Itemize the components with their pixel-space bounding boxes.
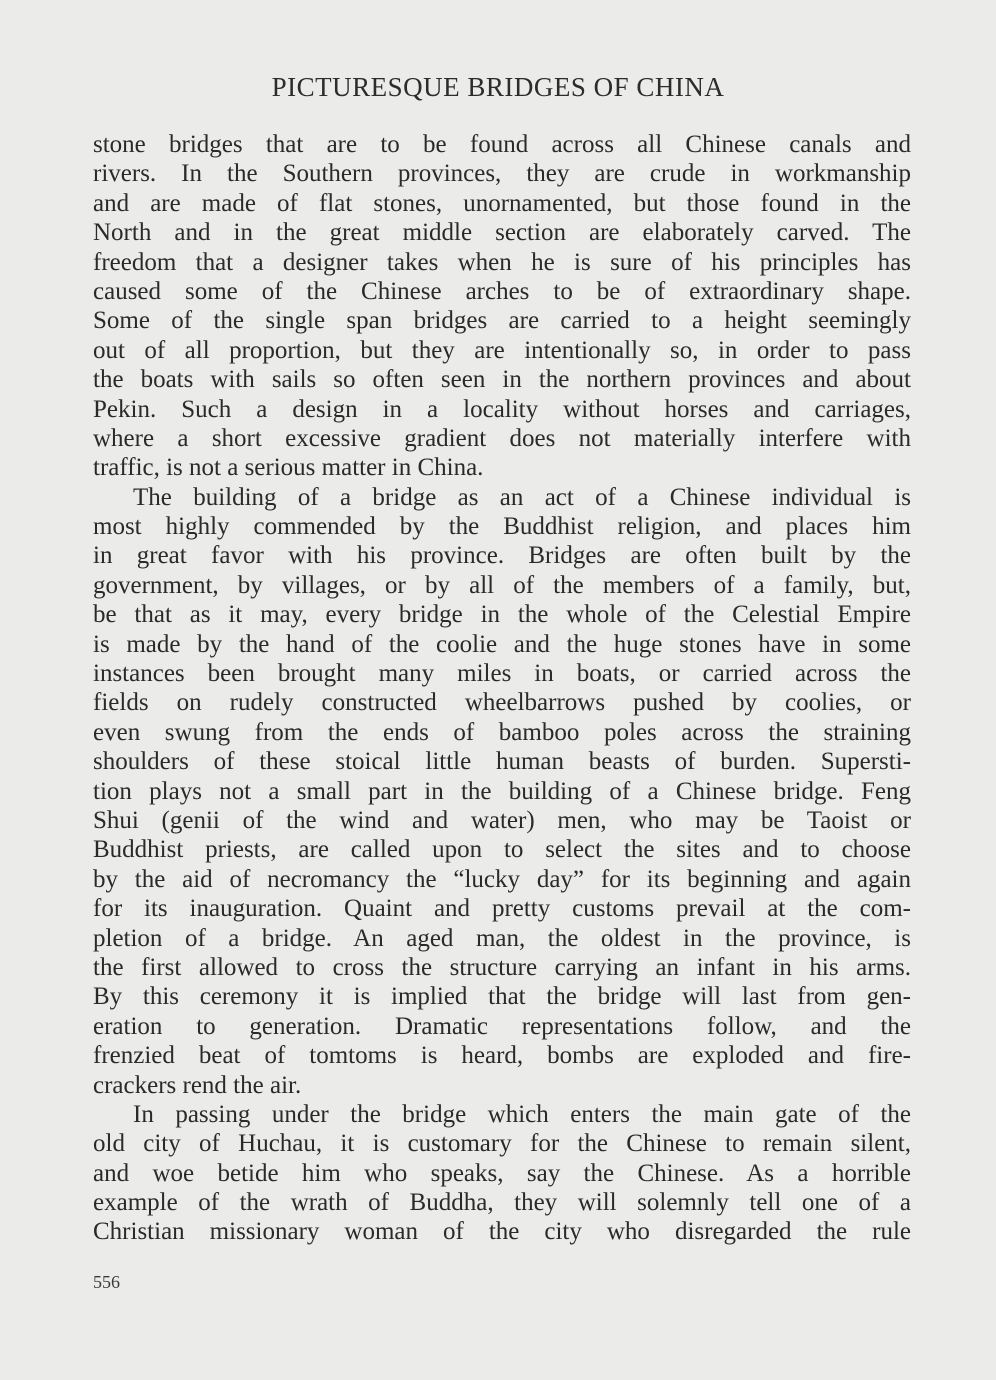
text-line: freedom that a designer takes when he is sure of his principles has: [93, 248, 911, 276]
text-line: most highly commended by the Buddhist religion, and places him: [93, 513, 911, 541]
text-line: example of the wrath of Buddha, they will solemnly tell one of a: [93, 1189, 911, 1217]
text-line: instances been brought many miles in boats, or carried across the: [93, 660, 911, 688]
text-line: and are made of flat stones, unornamented, but those found in the: [93, 189, 911, 217]
text-line: the first allowed to cross the structure carrying an infant in his arms.: [93, 953, 911, 981]
body-text: [93, 130, 911, 1247]
text-line: frenzied beat of tomtoms is heard, bombs are exploded and fire-: [93, 1042, 911, 1070]
text-line: tion plays not a small part in the building of a Chinese bridge. Feng: [93, 777, 911, 805]
text-line: where a short excessive gradient does not materially interfere with: [93, 424, 911, 452]
text-line: fields on rudely constructed wheelbarrows pushed by coolies, or: [93, 689, 911, 717]
text-line: traffic, is not a serious matter in China.: [93, 454, 484, 482]
text-line: for its inauguration. Quaint and pretty customs prevail at the com-: [93, 895, 911, 923]
text-line: even swung from the ends of bamboo poles across the straining: [93, 718, 911, 746]
text-line: in great favor with his province. Bridges are often built by the: [93, 542, 911, 570]
text-line: By this ceremony it is implied that the bridge will last from gen-: [93, 983, 911, 1011]
text-line: Pekin. Such a design in a locality without horses and carriages,: [93, 395, 911, 423]
text-line: The building of a bridge as an act of a Chinese individual is: [133, 483, 911, 511]
text-line: crackers rend the air.: [93, 1071, 302, 1099]
running-head-title: PICTURESQUE BRIDGES OF CHINA: [271, 72, 725, 102]
text-line: In passing under the bridge which enters the main gate of the: [133, 1100, 911, 1128]
text-line: the boats with sails so often seen in the northern provinces and about: [93, 366, 911, 394]
text-line: Christian missionary woman of the city who disregarded the rule: [93, 1218, 911, 1246]
text-line: old city of Huchau, it is customary for the Chinese to remain silent,: [93, 1130, 911, 1158]
text-line: out of all proportion, but they are intentionally so, in order to pass: [93, 336, 911, 364]
text-line: eration to generation. Dramatic representations follow, and the: [93, 1012, 911, 1040]
text-line: Shui (genii of the wind and water) men, who may be Taoist or: [93, 806, 911, 834]
page-number: 556: [93, 1272, 120, 1292]
text-line: is made by the hand of the coolie and the huge stones have in some: [93, 630, 911, 658]
text-line: North and in the great middle section are elaborately carved. The: [93, 219, 911, 247]
text-line: by the aid of necromancy the “lucky day” for its beginning and again: [93, 865, 911, 893]
text-line: government, by villages, or by all of the members of a family, but,: [93, 571, 911, 599]
text-line: and woe betide him who speaks, say the Chinese. As a horrible: [93, 1159, 911, 1187]
text-line: be that as it may, every bridge in the whole of the Celestial Empire: [93, 601, 911, 629]
text-line: Some of the single span bridges are carried to a height seemingly: [93, 307, 911, 335]
text-line: shoulders of these stoical little human beasts of burden. Supersti-: [93, 748, 911, 776]
text-line: Buddhist priests, are called upon to select the sites and to choose: [93, 836, 911, 864]
text-line: stone bridges that are to be found across all Chinese canals and: [93, 131, 911, 158]
text-line: caused some of the Chinese arches to be of extraordinary shape.: [93, 277, 911, 305]
text-line: rivers. In the Southern provinces, they are crude in workmanship: [93, 160, 911, 188]
text-line: pletion of a bridge. An aged man, the oldest in the province, is: [93, 924, 911, 952]
